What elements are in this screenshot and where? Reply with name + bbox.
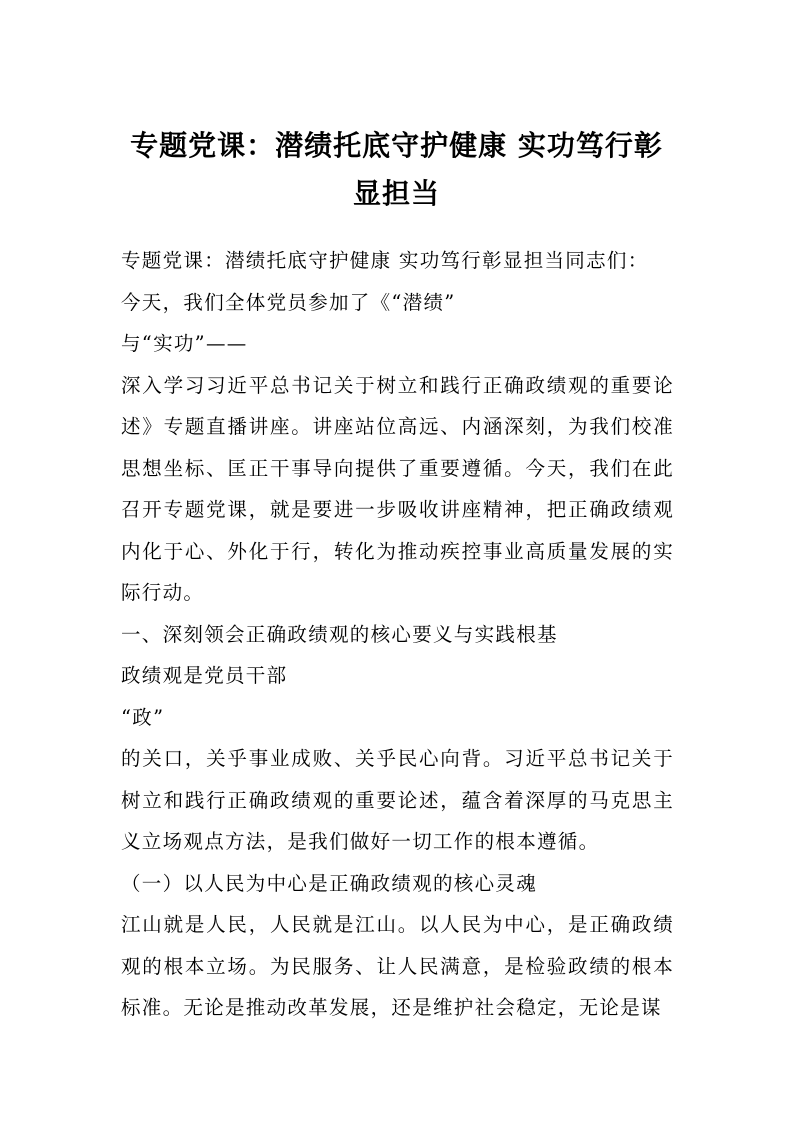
document-body bbox=[121, 240, 674, 1029]
subsection-heading-1: （一）以人民为中心是正确政绩观的核心灵魂 bbox=[121, 871, 538, 895]
quoted-term: “政” bbox=[121, 705, 165, 729]
people-centered-paragraph: 江山就是人民，人民就是江山。以人民为中心，是正确政绩观的根本立场。为民服务、让人民满意，是检验政绩的根本标准。无论是推动改革发展，还是维护社会稳定，无论是谋 bbox=[121, 913, 674, 1019]
opening-paragraph: 专题党课：潜绩托底守护健康 实功笃行彰显担当同志们： bbox=[121, 249, 649, 272]
political-view-paragraph-body: 的关口，关乎事业成败、关乎民心向背。习近平总书记关于树立和践行正确政绩观的重要论述，蕴含着深厚的马克思主义立场观点方法，是我们做好一切工作的根本遵循。 bbox=[121, 747, 674, 853]
document-title-line-2: 显担当 bbox=[352, 177, 440, 210]
section-heading-1: 一、深刻领会正确政绩观的核心要义与实践根基 bbox=[121, 622, 558, 646]
lecture-description-paragraph: 深入学习习近平总书记关于树立和践行正确政绩观的重要论述》专题直播讲座。讲座站位高远、内涵深刻，为我们校准思想坐标、匡正干事导向提供了重要遵循。今天，我们在此召开专题党课，就是要进一步吸收讲座精神，把正确政绩观内化于心、外化于行，转化为推动疾控事业高质量发展的实际行动。 bbox=[121, 373, 674, 604]
lecture-title-fragment: 与“实功”—— bbox=[121, 332, 248, 355]
political-view-paragraph-start: 政绩观是党员干部 bbox=[121, 664, 288, 687]
document-title-line-1: 专题党课：潜绩托底守护健康 实功笃行彰 bbox=[130, 129, 663, 162]
lecture-intro-paragraph: 今天，我们全体党员参加了《“潜绩” bbox=[121, 290, 456, 314]
